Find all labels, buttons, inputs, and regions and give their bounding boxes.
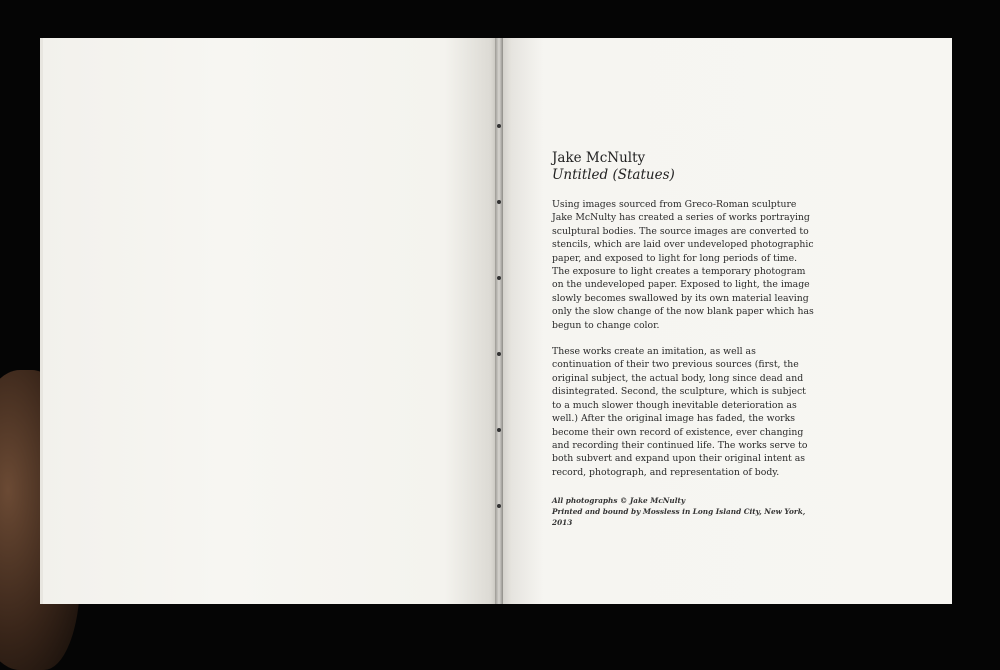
left-page <box>40 38 500 604</box>
binding-stitch <box>497 352 501 356</box>
author-name: Jake McNulty <box>552 150 646 166</box>
right-page-text <box>552 150 817 528</box>
binding-stitch <box>497 124 501 128</box>
binding-stitch <box>497 428 501 432</box>
print-credit: Printed and bound by Mossless in Long Island City, New York, 2013 <box>552 507 806 528</box>
photo-credit: All photographs © Jake McNulty <box>552 496 686 506</box>
body-paragraph-2: These works create an imitation, as well as continuation of their two previous sources (first, the original subject, the actual body, long since dead and disintegrated. Second, the sculpture, which is subject to a much slower though inevitable deterioration as well.) After the original image has faded, the works become their own record of existence, ever changing and recording their continued life. The works serve to both subvert and expand upon their original intent as record, photograph, and representation of body. <box>552 346 808 478</box>
book-gutter <box>495 38 503 604</box>
binding-stitch <box>497 200 501 204</box>
binding-stitch <box>497 504 501 508</box>
binding-stitch <box>497 276 501 280</box>
work-title: Untitled (Statues) <box>552 167 675 183</box>
credits <box>552 495 817 528</box>
body-paragraph-1: Using images sourced from Greco-Roman sculpture Jake McNulty has created a series of works portraying sculptural bodies. The source images are converted to stencils, which are laid over undeveloped photographic paper, and exposed to light for long periods of time. The exposure to light creates a temporary photogram on the undeveloped paper. Exposed to light, the image slowly becomes swallowed by its own material leaving only the slow change of the now blank paper which has begun to change color. <box>552 199 814 331</box>
